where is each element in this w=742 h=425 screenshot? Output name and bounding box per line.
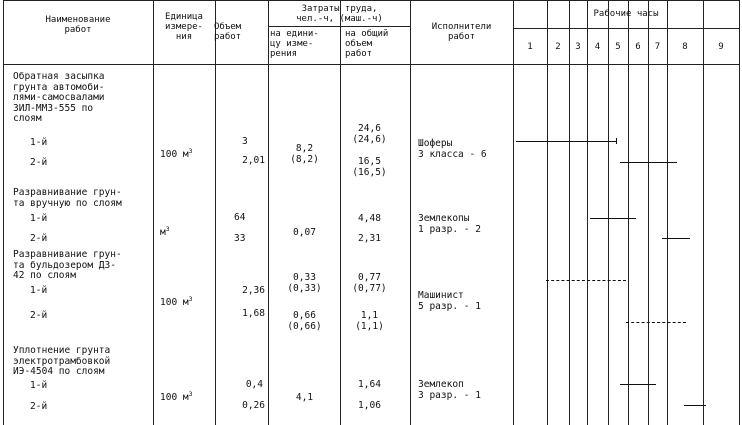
schedule-bar xyxy=(620,384,656,385)
header-volume: Объем работ xyxy=(214,22,242,42)
unit-cell xyxy=(160,147,193,161)
labor-total: 16,5 (16,5) xyxy=(352,156,387,178)
labor-per-unit: 0,66 (0,66) xyxy=(287,310,322,332)
work-name: Разравнивание грун- та вручную по слоям xyxy=(13,187,122,209)
header-labor-per-unit: на едини- цу изме- рения xyxy=(270,29,319,59)
hour-label: 7 xyxy=(654,42,661,52)
schedule-bar-dashed xyxy=(626,322,686,323)
header-labor-total: на общий объем работ xyxy=(345,29,389,59)
volume-value: 0,4 xyxy=(245,379,263,390)
unit-cell xyxy=(160,295,193,309)
hour-label: 1 xyxy=(527,42,533,52)
schedule-bar xyxy=(662,238,690,239)
labor-total: 4,48 xyxy=(358,213,381,224)
hour-label: 3 xyxy=(575,42,581,52)
hour-label: 6 xyxy=(635,42,641,52)
labor-total: 0,77 (0,77) xyxy=(352,272,387,294)
labor-per-unit: 4,1 xyxy=(295,392,314,403)
work-name: Обратная засыпка грунта автомоби- лями-самосвалами ЗИЛ-ММЗ-555 по слоям xyxy=(13,71,105,124)
stage-label: 2-й xyxy=(30,157,48,168)
volume-value: 2,01 xyxy=(242,155,265,166)
header-hours: Рабочие часы xyxy=(593,9,659,19)
labor-per-unit: 0,07 xyxy=(293,227,316,238)
performer-text: Землекопы 1 разр. - 2 xyxy=(418,213,481,235)
labor-total: 2,31 xyxy=(358,233,381,244)
hour-label: 9 xyxy=(718,42,724,52)
hours-header-divider xyxy=(513,28,740,29)
unit-text: 100 м xyxy=(160,149,189,160)
hour-label: 5 xyxy=(615,42,621,52)
labor-per-unit: 8,2 (8,2) xyxy=(290,143,319,165)
header-name: Наименование работ xyxy=(45,15,111,35)
unit-text: 100 м xyxy=(160,297,189,308)
hour-label: 4 xyxy=(594,42,601,52)
schedule-bar-end xyxy=(616,138,617,144)
work-name: Разравнивание грун- та бульдозером ДЗ- 42 по слоям xyxy=(13,249,122,281)
header-labor-title: Затраты труда, xyxy=(301,4,378,14)
stage-label: 1-й xyxy=(30,380,48,391)
labor-total: 1,1 (1,1) xyxy=(355,310,384,332)
labor-total: 1,06 xyxy=(358,400,381,411)
stage-label: 1-й xyxy=(30,137,48,148)
hour-label: 8 xyxy=(682,42,688,52)
schedule-bar xyxy=(516,141,616,142)
volume-value: 64 xyxy=(234,212,246,223)
header-labor-units: чел.-ч, (маш.-ч) xyxy=(296,14,383,24)
header-bottom-border xyxy=(3,64,740,65)
labor-header-divider xyxy=(268,26,411,27)
header-performers: Исполнители работ xyxy=(431,22,492,42)
stage-label: 2-й xyxy=(30,310,48,321)
volume-value: 3 xyxy=(242,136,248,147)
stage-label: 2-й xyxy=(30,401,48,412)
unit-cell xyxy=(160,225,170,239)
labor-per-unit: 0,33 (0,33) xyxy=(287,272,322,294)
unit-exponent: 3 xyxy=(165,225,170,233)
performer-text: Землекоп 3 разр. - 1 xyxy=(418,379,481,401)
schedule-bar xyxy=(684,405,706,406)
unit-cell xyxy=(160,390,193,404)
header-unit: Единица измере- ния xyxy=(165,12,203,42)
volume-value: 0,26 xyxy=(242,400,265,411)
performer-text: Шоферы 3 класса - 6 xyxy=(418,138,487,160)
performer-text: Машинист 5 разр. - 1 xyxy=(418,290,481,312)
volume-value: 33 xyxy=(234,233,246,244)
header-top-border xyxy=(3,0,740,1)
stage-label: 2-й xyxy=(30,233,48,244)
stage-label: 1-й xyxy=(30,213,48,224)
volume-value: 1,68 xyxy=(242,308,265,319)
labor-total: 24,6 (24,6) xyxy=(352,123,387,145)
schedule-bar-dashed xyxy=(546,280,626,281)
schedule-bar xyxy=(620,162,677,163)
unit-text: 100 м xyxy=(160,392,189,403)
work-name: Уплотнение грунта электротрамбовкой ИЭ-4504 по слоям xyxy=(13,345,111,377)
labor-total: 1,64 xyxy=(358,379,381,390)
volume-value: 2,36 xyxy=(242,285,265,296)
hour-label: 2 xyxy=(555,42,561,52)
unit-text: м xyxy=(160,227,166,238)
stage-label: 1-й xyxy=(30,285,48,296)
unit-exponent: 3 xyxy=(188,295,193,303)
schedule-bar xyxy=(590,218,636,219)
unit-exponent: 3 xyxy=(188,390,193,398)
unit-exponent: 3 xyxy=(188,147,193,155)
